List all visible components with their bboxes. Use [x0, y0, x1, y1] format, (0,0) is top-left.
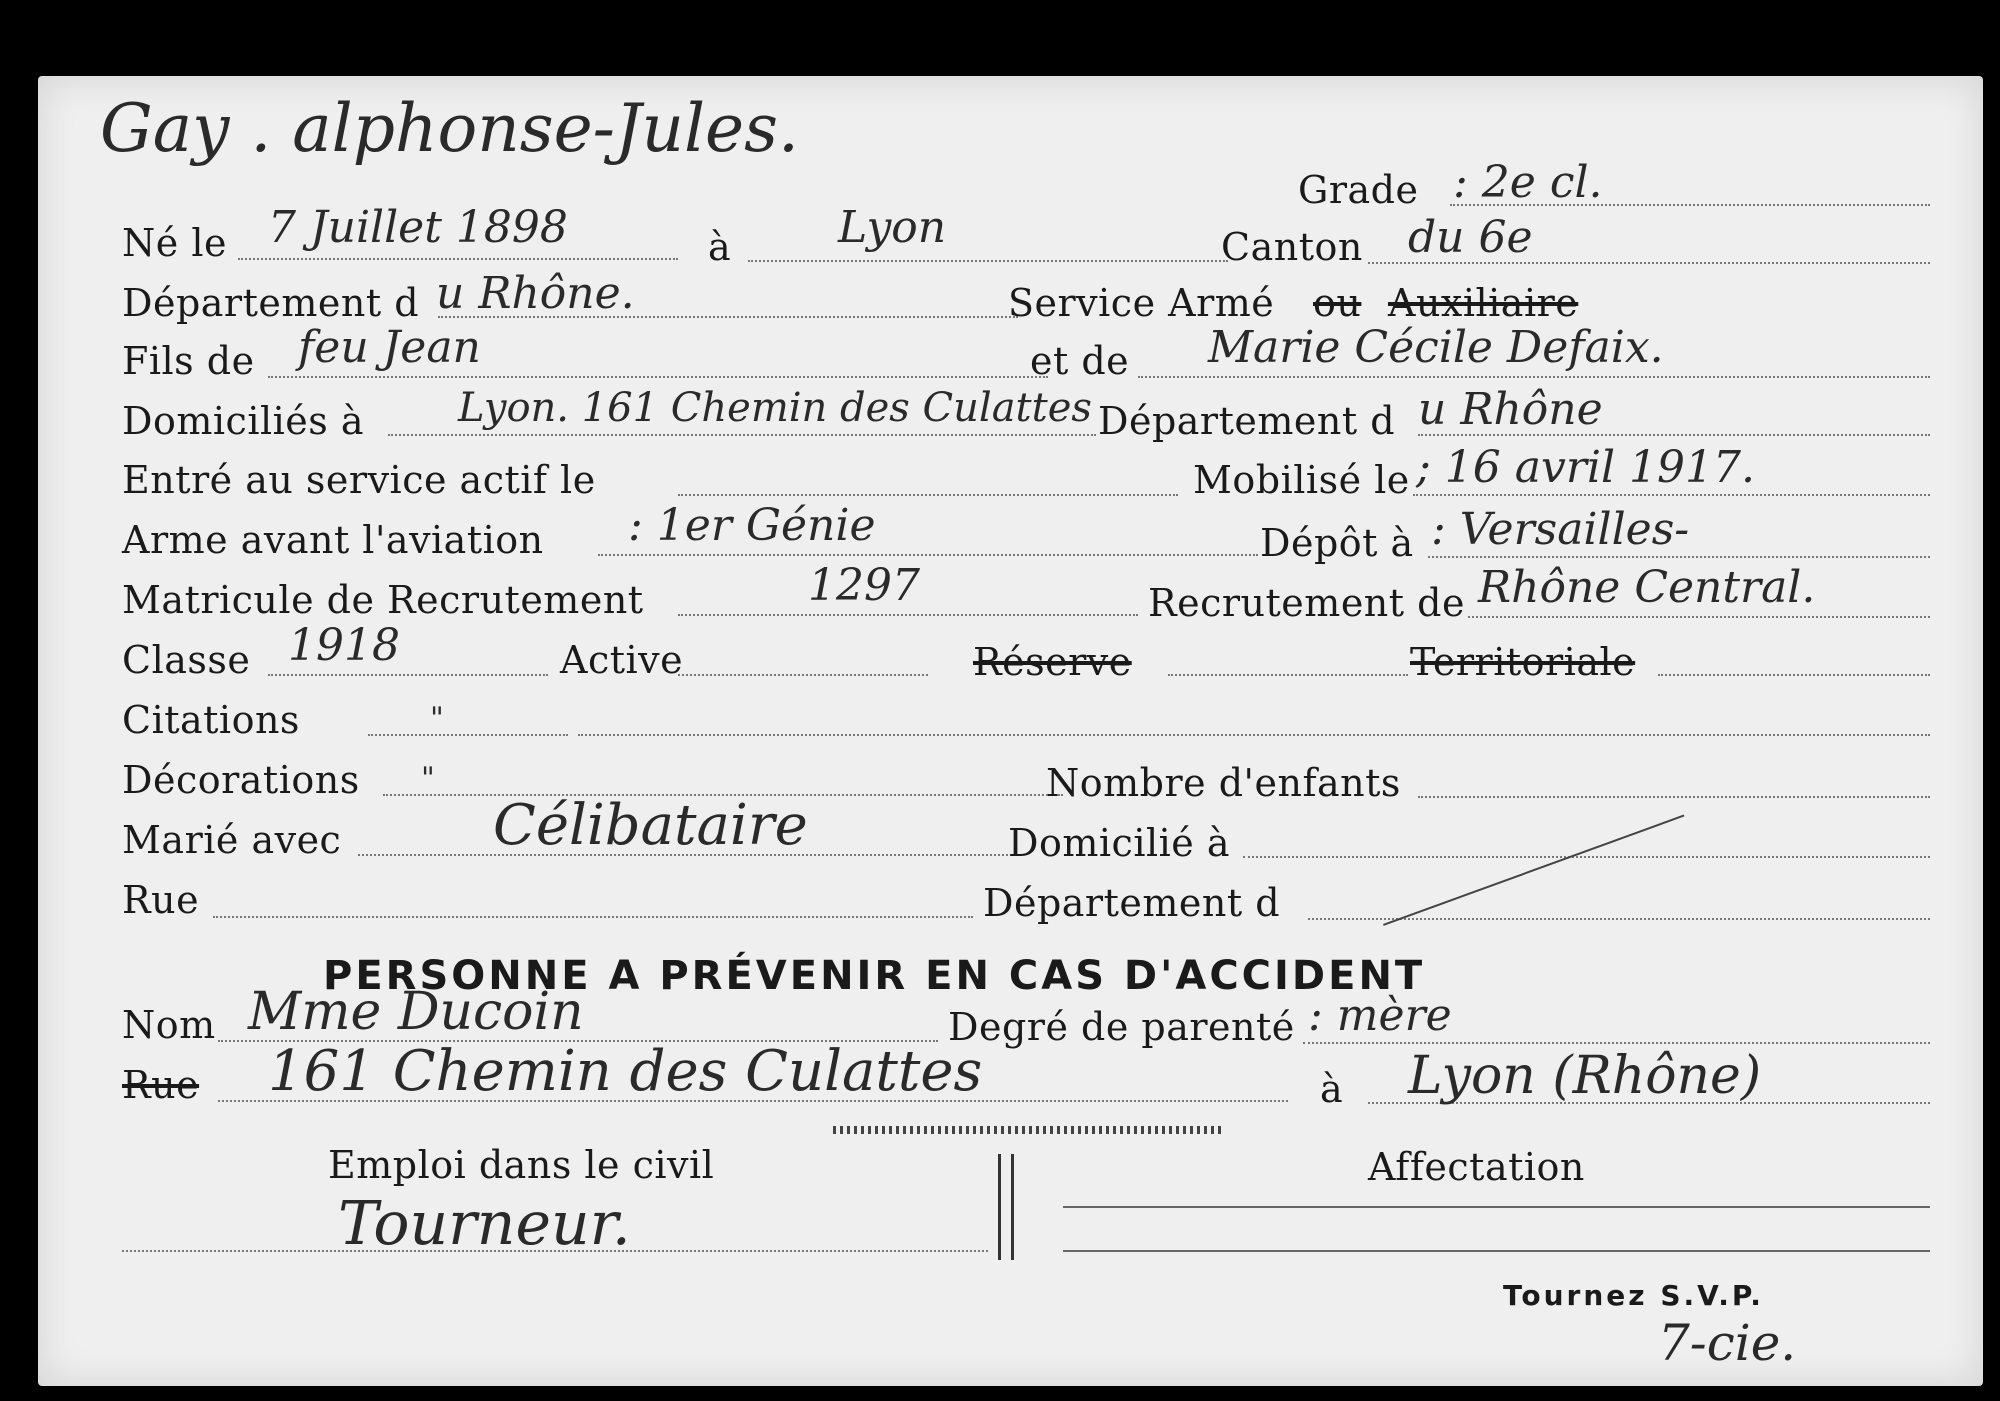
service-label: Service Armé	[1008, 281, 1275, 325]
entre-label: Entré au service actif le	[122, 458, 596, 502]
mobilise-value: ; 16 avril 1917.	[1416, 442, 1756, 493]
classe-label: Classe	[122, 638, 251, 682]
territoriale-line	[1658, 674, 1930, 676]
mother-label: et de	[1030, 339, 1130, 383]
classe-line	[268, 674, 548, 676]
emploi-label: Emploi dans le civil	[328, 1143, 715, 1187]
tournez-text: Tournez S.V.P.	[1503, 1279, 1764, 1312]
enfants-line	[1418, 796, 1930, 798]
matricule-label: Matricule de Recrutement	[122, 578, 644, 622]
grade-value: : 2e cl.	[1453, 157, 1603, 208]
departement-value: u Rhône.	[436, 268, 635, 319]
marie-value: Célibataire	[493, 793, 808, 858]
matricule-value: 1297	[808, 560, 920, 611]
father-name: feu Jean	[298, 322, 481, 373]
enfants-label: Nombre d'enfants	[1046, 761, 1401, 805]
nom-value: Mme Ducoin	[248, 982, 584, 1042]
canton-value: du 6e	[1408, 212, 1533, 263]
depot-label: Dépôt à	[1260, 521, 1414, 565]
personne-heading: PERSONNE A PRÉVENIR EN CAS D'ACCIDENT	[323, 953, 1426, 999]
departement-label: Département d	[122, 281, 420, 325]
contact-a-label: à	[1320, 1067, 1344, 1111]
emploi-value: Tourneur.	[338, 1189, 631, 1259]
contact-rue-value: 161 Chemin des Culattes	[268, 1039, 983, 1104]
active-line	[678, 674, 928, 676]
father-line	[268, 376, 1048, 378]
domicile-label: Domiciliés à	[122, 399, 364, 443]
rue-line	[213, 916, 973, 918]
decorations-label: Décorations	[122, 758, 360, 802]
classe-active: Active	[560, 638, 684, 682]
recrutement-value: Rhône Central.	[1478, 562, 1816, 613]
emploi-line	[122, 1250, 988, 1252]
affectation-label: Affectation	[1368, 1145, 1585, 1189]
domicile-dept-value: u Rhône	[1418, 384, 1603, 435]
domicilie-label: Domicilié à	[1008, 821, 1230, 865]
classe-reserve: Réserve	[973, 640, 1132, 684]
birth-a-label: à	[708, 225, 732, 269]
birth-label: Né le	[122, 221, 227, 265]
grade-label: Grade	[1298, 168, 1419, 212]
service-auxiliaire: Auxiliaire	[1388, 281, 1579, 325]
decorations-value: "	[421, 761, 435, 796]
affectation-line-2	[1063, 1250, 1930, 1252]
arme-label: Arme avant l'aviation	[122, 518, 544, 562]
citations-label: Citations	[122, 698, 300, 742]
domicile-dept-label: Département d	[1098, 399, 1396, 443]
domicile-value: Lyon. 161 Chemin des Culattes	[458, 385, 1092, 431]
domicilie-line	[1243, 856, 1930, 858]
citations-line-2	[578, 734, 1930, 736]
mother-name: Marie Cécile Defaix.	[1208, 322, 1664, 373]
rue-dept-label: Département d	[983, 881, 1281, 925]
column-divider	[998, 1154, 1014, 1260]
nom-label: Nom	[122, 1003, 216, 1047]
degre-line	[1303, 1042, 1930, 1044]
arme-value: : 1er Génie	[628, 500, 876, 551]
depot-value: : Versailles-	[1431, 504, 1690, 555]
domicile-line	[388, 434, 1096, 436]
citations-value: "	[430, 701, 444, 736]
birth-place: Lyon	[838, 202, 947, 253]
wavy-rule	[833, 1126, 1223, 1134]
classe-value: 1918	[288, 620, 400, 671]
void-stroke	[1383, 815, 1684, 926]
service-ou: ou	[1313, 281, 1362, 325]
recrutement-label: Recrutement de	[1148, 581, 1465, 625]
depot-line	[1428, 556, 1930, 558]
degre-label: Degré de parenté	[948, 1005, 1295, 1049]
footer-note: 7-cie.	[1658, 1314, 1797, 1372]
contact-rue-label: Rue	[122, 1063, 200, 1107]
birth-date-line	[238, 258, 678, 260]
matricule-line	[678, 614, 1138, 616]
entre-line	[678, 494, 1178, 496]
rue-label: Rue	[122, 878, 200, 922]
registration-card	[38, 76, 1983, 1386]
reserve-line	[1168, 674, 1408, 676]
citations-line-1	[368, 734, 568, 736]
degre-value: : mère	[1308, 990, 1452, 1041]
classe-territoriale: Territoriale	[1410, 640, 1636, 684]
arme-line	[598, 554, 1258, 556]
birth-date: 7 Juillet 1898	[268, 202, 568, 253]
mother-line	[1138, 376, 1930, 378]
recrutement-line	[1468, 616, 1930, 618]
mobilise-label: Mobilisé le	[1193, 458, 1410, 502]
marie-label: Marié avec	[122, 818, 342, 862]
birth-place-line	[748, 260, 1228, 262]
mobilise-line	[1413, 494, 1930, 496]
soldier-name: Gay . alphonse-Jules.	[100, 90, 799, 167]
contact-a-value: Lyon (Rhône)	[1408, 1046, 1762, 1106]
fils-label: Fils de	[122, 339, 255, 383]
canton-label: Canton	[1221, 225, 1363, 269]
affectation-line-1	[1063, 1206, 1930, 1208]
